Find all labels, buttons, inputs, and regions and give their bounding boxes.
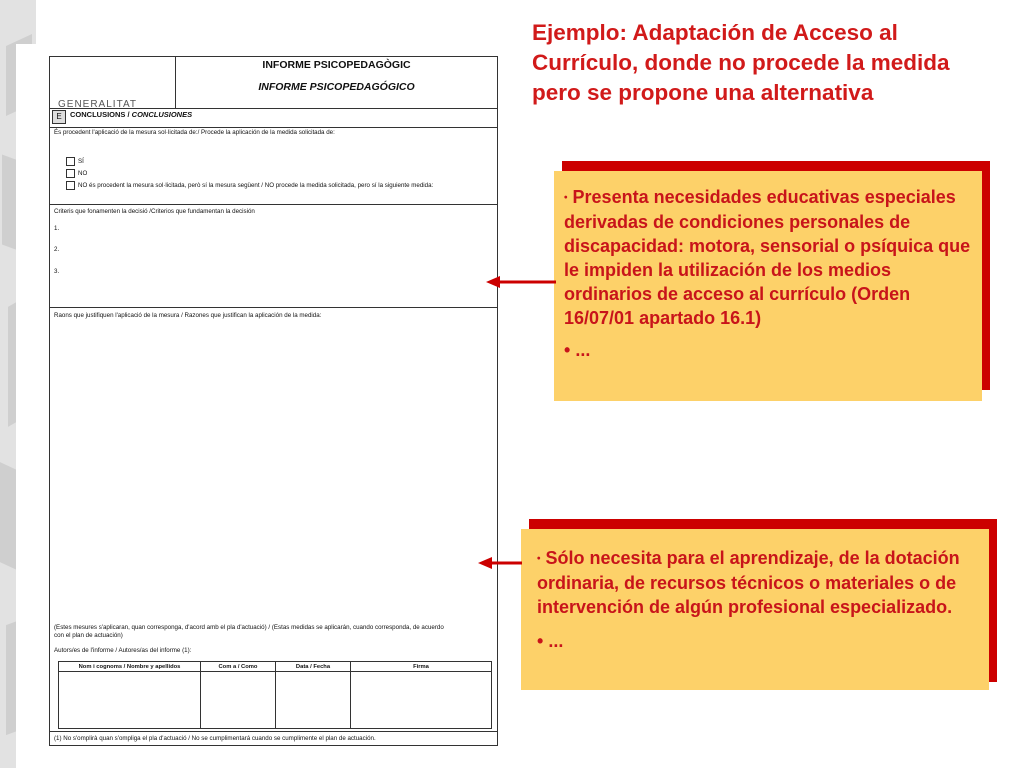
criterion-1: 1. xyxy=(54,225,60,232)
option-no: NO xyxy=(66,169,87,178)
col-header-name: Nom i cognoms / Nombre y apellidos xyxy=(59,662,201,672)
arrow-left-icon xyxy=(476,554,522,572)
criterion-3: 3. xyxy=(54,268,60,275)
option-no-alternative: NO és procedent la mesura sol·licitada, però sí la mesura següent / NO procede la medida solicitada, pero sí la siguiente medida: xyxy=(66,181,433,190)
checkbox-no-alternative xyxy=(66,181,75,190)
callout-top-bullet-main: • Presenta necesidades educativas especiales derivadas de condiciones personales de discapacidad: motora, sensorial o psíquica que le impiden la utilización de los medios ordinarios de acceso al currículo (Orden 16/07/01 apartado 16.1) xyxy=(564,187,971,329)
col-header-date: Data / Fecha xyxy=(276,662,351,672)
form-header xyxy=(50,57,497,109)
criterion-2: 2. xyxy=(54,246,60,253)
section-title: CONCLUSIONS / CONCLUSIONES xyxy=(70,110,193,119)
authors-heading: Autors/es de l'informe / Autores/as del informe (1): xyxy=(54,647,192,654)
form-title-spanish: INFORME PSICOPEDAGÓGICO xyxy=(258,81,415,93)
checkbox-no xyxy=(66,169,75,178)
callout-bottom xyxy=(521,529,989,690)
form-header-logo-cell xyxy=(50,57,176,108)
slide-title: Ejemplo: Adaptación de Acceso al Currículo, donde no procede la medida pero se propone una alternativa xyxy=(532,20,950,105)
generalitat-logo-text: GENERALITAT xyxy=(58,99,137,108)
col-header-role: Com a / Como xyxy=(201,662,276,672)
section-conclusions-header xyxy=(50,108,497,128)
footnote: (1) No s'omplirà quan s'ompliga el pla d'actuació / No se cumplimentará cuando se cumplimente el plan de actuación. xyxy=(54,735,376,742)
callout-top-bullet-more: • ... xyxy=(564,340,591,361)
decorative-side-strip xyxy=(0,0,36,768)
measures-note: (Estes mesures s'aplicaran, quan corresponga, d'acord amb el pla d'actuació) / (Estas medidas se aplicarán, cuando corresponda, de acuerdo xyxy=(54,624,444,631)
callout-bottom-bullet-more: • ... xyxy=(537,631,564,652)
procede-question: És procedent l'aplicació de la mesura sol·licitada de:/ Procede la aplicación de la medida solicitada de: xyxy=(54,129,335,136)
arrow-left-icon xyxy=(484,273,556,291)
reasons-heading: Raons que justifiquen l'aplicació de la mesura / Razones que justifican la aplicación de la medida: xyxy=(54,312,322,319)
option-si: SÍ xyxy=(66,157,84,166)
measures-note-cont: con el plan de actuación) xyxy=(54,632,123,639)
callout-bottom-bullet-main: • Sólo necesita para el aprendizaje, de la dotación ordinaria, de recursos técnicos o materiales o de intervención de algún profesional especializado. xyxy=(537,548,960,618)
criteria-heading: Criteris que fonamenten la decisió /Criterios que fundamentan la decisión xyxy=(54,208,255,215)
col-header-signature: Firma xyxy=(351,662,491,672)
callout-top xyxy=(554,171,982,401)
form-title-valencian: INFORME PSICOPEDAGÒGIC xyxy=(262,59,411,71)
psychopedagogical-report-form xyxy=(49,56,498,746)
authors-table xyxy=(58,661,492,729)
section-letter: E xyxy=(52,110,66,124)
checkbox-si xyxy=(66,157,75,166)
